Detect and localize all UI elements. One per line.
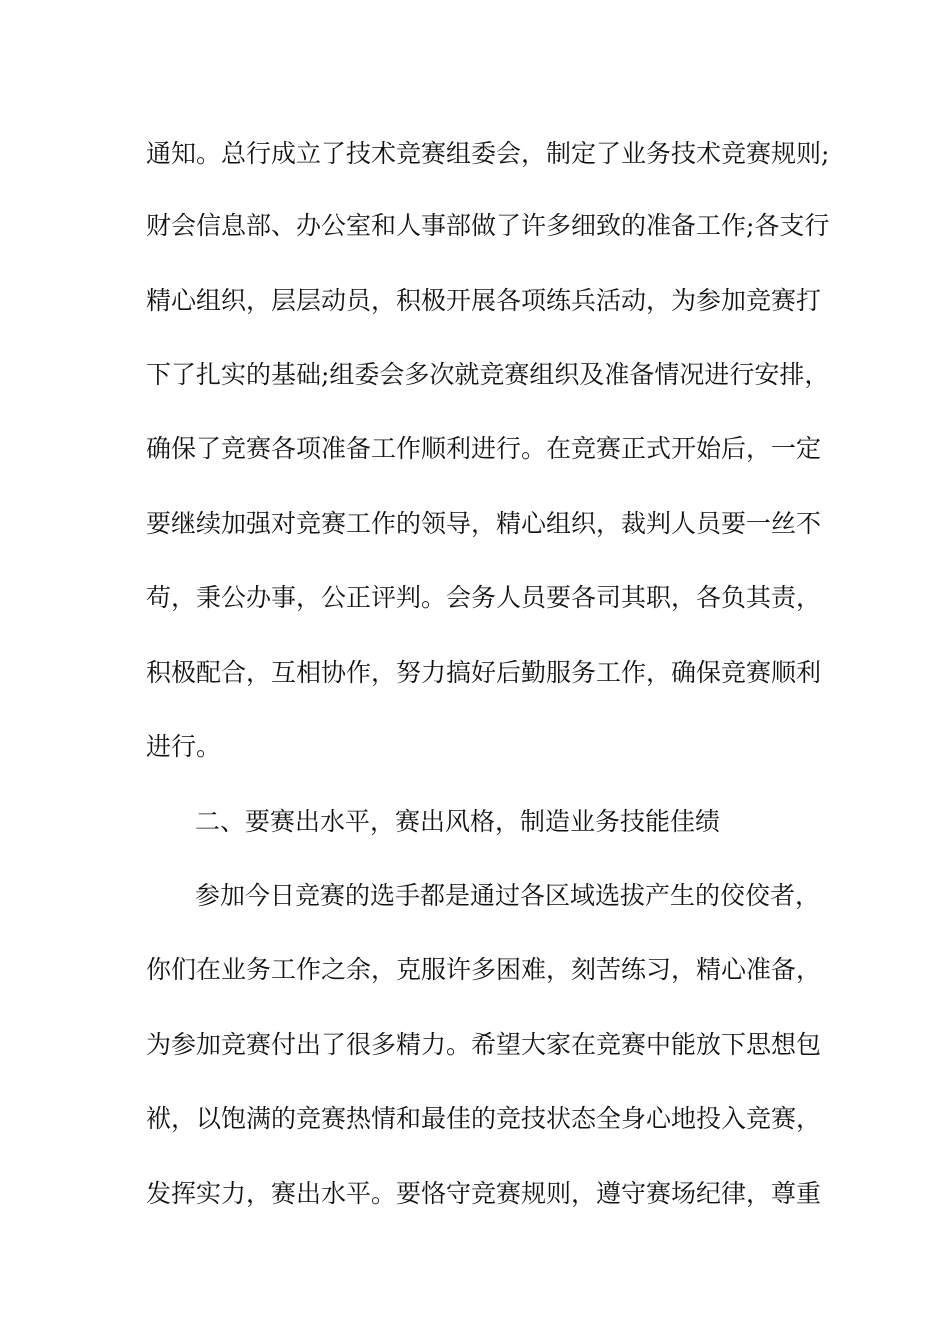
body-text-line: 发挥实力，赛出水平。要恪守竞赛规则，遵守赛场纪律，尊重 (146, 1179, 822, 1208)
body-text-line: 确保了竞赛各项准备工作顺利进行。在竞赛正式开始后，一定 (146, 434, 822, 463)
body-text-line: 财会信息部、办公室和人事部做了许多细致的准备工作;各支行 (146, 211, 830, 240)
body-text-line: 苟，秉公办事，公正评判。会务人员要各司其职，各负其责， (146, 583, 822, 612)
body-text-line: 下了扎实的基础;组委会多次就竞赛组织及准备情况进行安排， (146, 360, 830, 389)
body-text-line: 要继续加强对竞赛工作的领导，精心组织，裁判人员要一丝不 (146, 509, 822, 538)
section-heading: 二、要赛出水平，赛出风格，制造业务技能佳绩 (195, 807, 721, 836)
body-text-line: 进行。 (146, 732, 222, 761)
body-text-line: 通知。总行成立了技术竞赛组委会，制定了业务技术竞赛规则; (146, 139, 830, 168)
body-text-line: 精心组织，层层动员，积极开展各项练兵活动，为参加竞赛打 (146, 286, 822, 315)
body-text-line: 积极配合，互相协作，努力搞好后勤服务工作，确保竞赛顺利 (146, 658, 822, 687)
body-text-line: 为参加竞赛付出了很多精力。希望大家在竞赛中能放下思想包 (146, 1030, 822, 1059)
body-text-line: 参加今日竞赛的选手都是通过各区域选拔产生的佼佼者， (195, 881, 821, 910)
body-text-line: 袱，以饱满的竞赛热情和最佳的竞技状态全身心地投入竞赛， (146, 1104, 822, 1133)
body-text-line: 你们在业务工作之余，克服许多困难，刻苦练习，精心准备， (146, 955, 822, 984)
